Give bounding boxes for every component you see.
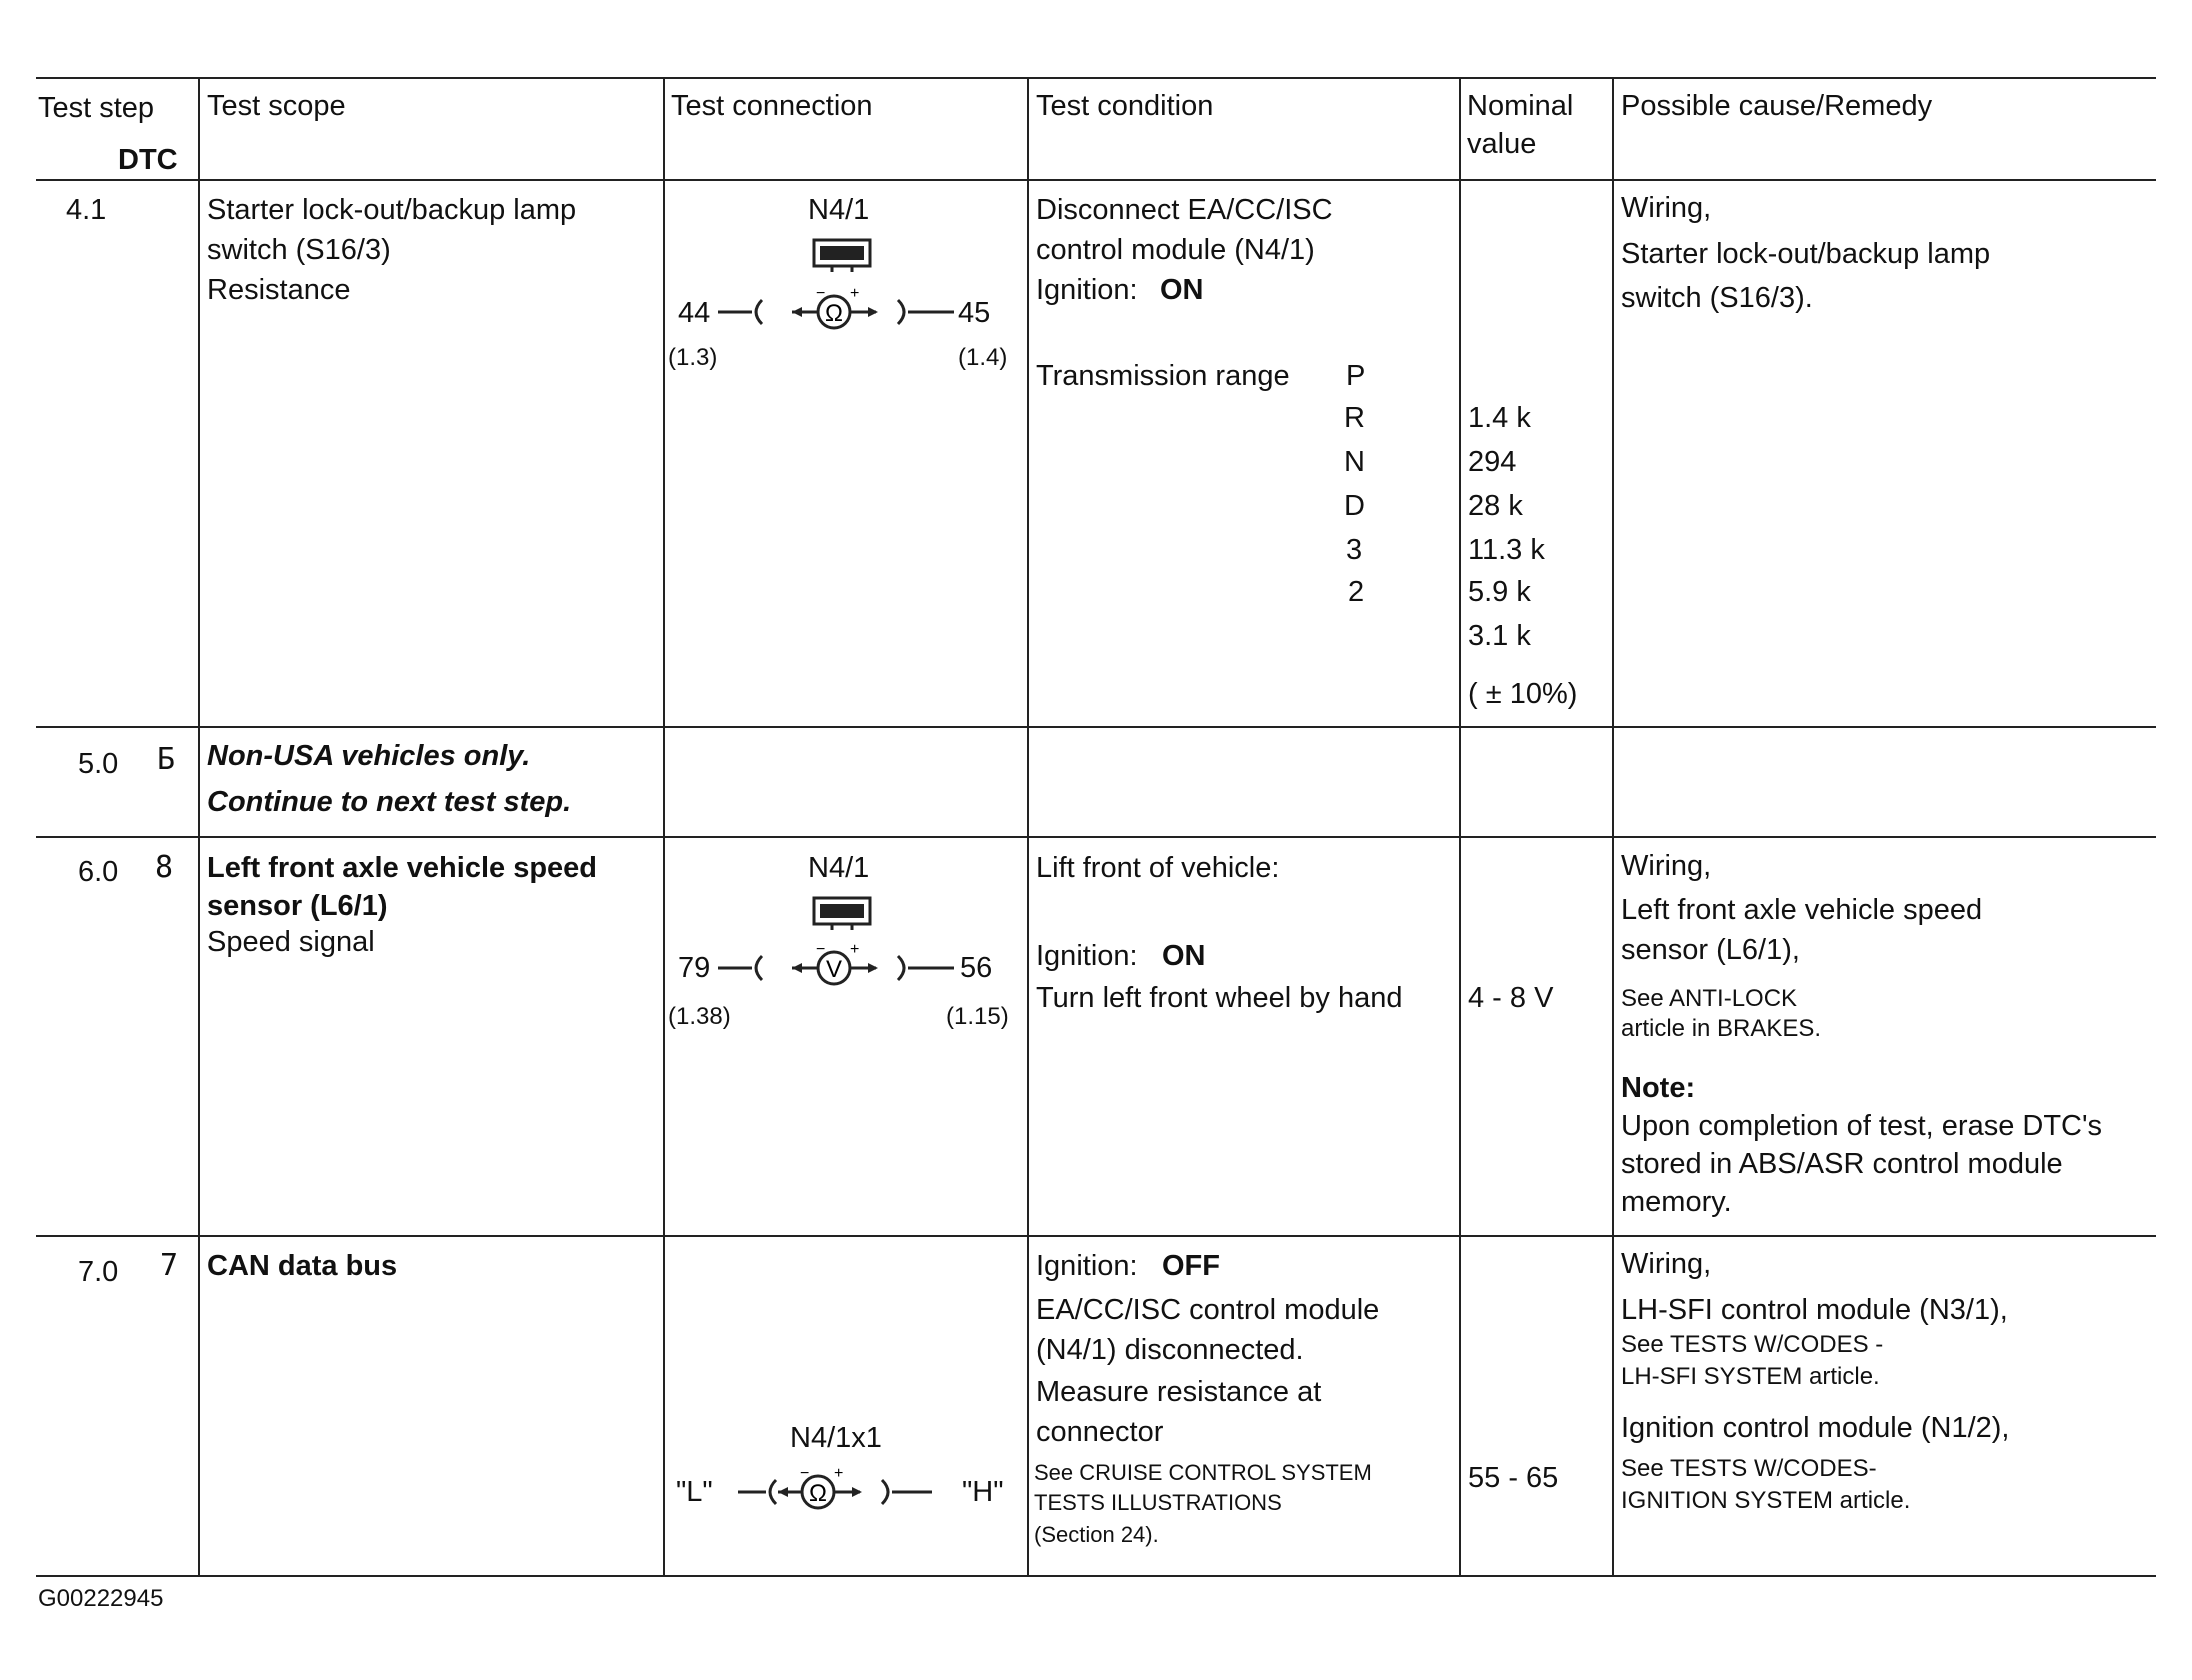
row4-condition-line2: (N4/1) disconnected. — [1036, 1334, 1304, 1366]
figure-id: G00222945 — [38, 1585, 164, 1612]
header-bottom-rule — [36, 179, 2156, 181]
row1-pin-right-sub: (1.4) — [958, 344, 1008, 371]
row3-condition2: Turn left front wheel by hand — [1036, 982, 1403, 1014]
svg-text:−: − — [816, 285, 826, 302]
svg-text:+: + — [850, 941, 860, 958]
svg-text:−: − — [800, 1465, 810, 1482]
row3-remedy-line1: Wiring, — [1621, 850, 1712, 882]
row3-scope-bold-line2: sensor (L6/1) — [207, 890, 388, 922]
row4-step: 7.0 — [78, 1256, 119, 1288]
row2-scope-line1: Non-USA vehicles only. — [207, 740, 531, 772]
col-divider-5 — [1612, 77, 1614, 1575]
row3-pin-right-sub: (1.15) — [946, 1003, 1009, 1030]
row3-scope-bold-line1: Left front axle vehicle speed — [207, 852, 598, 884]
row1-ohmmeter-probe — [716, 284, 956, 340]
row4-condition-line4: connector — [1036, 1416, 1164, 1448]
header-remedy: Possible cause/Remedy — [1621, 90, 1933, 122]
row1-value-1: 1.4 k — [1468, 402, 1531, 434]
row4-value: 55 - 65 — [1468, 1462, 1559, 1494]
header-value: value — [1467, 128, 1537, 160]
svg-text:+: + — [834, 1465, 844, 1482]
row1-range-p: P — [1346, 360, 1366, 392]
table-bottom-rule — [36, 1575, 2156, 1577]
row3-value: 4 - 8 V — [1468, 982, 1554, 1014]
header-nominal: Nominal — [1467, 90, 1574, 122]
row1-remedy-line3: switch (S16/3). — [1621, 282, 1813, 314]
row1-range-n: N — [1344, 446, 1365, 478]
header-dtc: DTC — [118, 144, 178, 176]
row1-scope-line1: Starter lock-out/backup lamp — [207, 194, 577, 226]
row4-connector-label: N4/1x1 — [790, 1422, 882, 1454]
row1-pin-right: 45 — [958, 297, 991, 329]
row1-range-r: R — [1344, 402, 1365, 434]
row3-pin-left-sub: (1.38) — [668, 1003, 731, 1030]
row3-condition: Lift front of vehicle: — [1036, 852, 1280, 884]
row4-ignition-label: Ignition: — [1036, 1250, 1138, 1282]
row1-condition-line2: control module (N4/1) — [1036, 234, 1315, 266]
row3-scope: Speed signal — [207, 926, 375, 958]
row1-value-6: 3.1 k — [1468, 620, 1531, 652]
row1-ignition-label: Ignition: — [1036, 274, 1138, 306]
row4-meter-symbol: Ω — [809, 1480, 827, 1507]
row4-remedy-line2: LH-SFI control module (N3/1), — [1621, 1294, 2008, 1326]
row1-condition-line1: Disconnect EA/CC/ISC — [1036, 194, 1333, 226]
row3-connector-icon — [810, 894, 876, 934]
header-test-step: Test step — [38, 92, 155, 124]
row4-remedy-small-line2: LH-SFI SYSTEM article. — [1621, 1363, 1880, 1390]
row1-scope-line2: switch (S16/3) — [207, 234, 391, 266]
col-divider-1 — [198, 77, 200, 1575]
row1-meter-symbol: Ω — [825, 300, 843, 327]
row3-ignition-label: Ignition: — [1036, 940, 1138, 972]
row4-ignition-value: OFF — [1162, 1250, 1220, 1282]
row3-pin-right: 56 — [960, 952, 993, 984]
row3-ignition-value: ON — [1162, 940, 1206, 972]
row3-note-line2: stored in ABS/ASR control module — [1621, 1148, 2063, 1180]
row1-ignition-value: ON — [1160, 274, 1204, 306]
row1-step: 4.1 — [66, 194, 107, 226]
row1-range-label: Transmission range — [1036, 360, 1290, 392]
svg-text:−: − — [816, 941, 826, 958]
row3-pin-left: 79 — [678, 952, 711, 984]
row1-remedy-line2: Starter lock-out/backup lamp — [1621, 238, 1991, 270]
row4-dtc-blink-code: 7 — [160, 1248, 179, 1283]
row3-remedy-small-line1: See ANTI-LOCK — [1621, 985, 1798, 1012]
row4-condition-small-line2: TESTS ILLUSTRATIONS — [1034, 1490, 1282, 1515]
row3-note-line3: memory. — [1621, 1186, 1732, 1218]
row4-scope: CAN data bus — [207, 1250, 398, 1282]
row1-bottom-rule — [36, 726, 2156, 728]
row4-remedy-small-line1: See TESTS W/CODES - — [1621, 1331, 1884, 1358]
row1-pin-left: 44 — [678, 297, 711, 329]
row3-note-line1: Upon completion of test, erase DTC's — [1621, 1110, 2103, 1142]
row1-pin-left-sub: (1.3) — [668, 344, 718, 371]
row3-meter-symbol: V — [825, 956, 843, 983]
row4-pin-left: "L" — [676, 1476, 713, 1508]
row3-bottom-rule — [36, 1235, 2156, 1237]
row4-condition-small-line3: (Section 24). — [1034, 1522, 1159, 1547]
row4-condition-small-line1: See CRUISE CONTROL SYSTEM — [1034, 1460, 1372, 1485]
row3-voltmeter-probe — [716, 940, 956, 996]
row1-connector-icon — [810, 236, 876, 276]
row1-connector-label: N4/1 — [808, 194, 870, 226]
row3-dtc-blink-code: 8 — [155, 850, 174, 885]
row4-remedy2-small-line2: IGNITION SYSTEM article. — [1621, 1487, 1911, 1514]
row3-remedy-line3: sensor (L6/1), — [1621, 934, 1800, 966]
row3-remedy-small-line2: article in BRAKES. — [1621, 1015, 1822, 1042]
row2-bottom-rule — [36, 836, 2156, 838]
row1-range-d: D — [1344, 490, 1365, 522]
header-test-connection: Test connection — [671, 90, 873, 122]
col-divider-3 — [1027, 77, 1029, 1575]
header-test-scope: Test scope — [207, 90, 346, 122]
row1-value-2: 294 — [1468, 446, 1517, 478]
row1-range-3: 3 — [1346, 534, 1363, 566]
row4-condition-line3: Measure resistance at — [1036, 1376, 1322, 1408]
svg-text:+: + — [850, 285, 860, 302]
col-divider-2 — [663, 77, 665, 1575]
row1-scope-line3: Resistance — [207, 274, 351, 306]
row1-tolerance: ( ± 10%) — [1468, 678, 1578, 710]
row3-note-label: Note: — [1621, 1072, 1696, 1104]
col-divider-4 — [1459, 77, 1461, 1575]
row2-dtc-blink-code: Ƃ — [157, 742, 176, 777]
row2-scope-line2: Continue to next test step. — [207, 786, 572, 818]
row1-value-5: 5.9 k — [1468, 576, 1531, 608]
row4-pin-right: "H" — [962, 1476, 1004, 1508]
row1-remedy-line1: Wiring, — [1621, 192, 1712, 224]
row1-value-3: 28 k — [1468, 490, 1523, 522]
row3-connector-label: N4/1 — [808, 852, 870, 884]
row4-ohmmeter-probe — [736, 1464, 950, 1520]
table-top-rule — [36, 77, 2156, 79]
row4-remedy-line1: Wiring, — [1621, 1248, 1712, 1280]
row4-condition-line1: EA/CC/ISC control module — [1036, 1294, 1380, 1326]
row3-remedy-line2: Left front axle vehicle speed — [1621, 894, 1983, 926]
row4-remedy-line3: Ignition control module (N1/2), — [1621, 1412, 2010, 1444]
header-test-condition: Test condition — [1036, 90, 1214, 122]
row1-range-2: 2 — [1348, 576, 1365, 608]
row2-step: 5.0 — [78, 748, 119, 780]
row3-step: 6.0 — [78, 856, 119, 888]
row4-remedy2-small-line1: See TESTS W/CODES- — [1621, 1455, 1877, 1482]
row1-value-4: 11.3 k — [1468, 534, 1545, 566]
